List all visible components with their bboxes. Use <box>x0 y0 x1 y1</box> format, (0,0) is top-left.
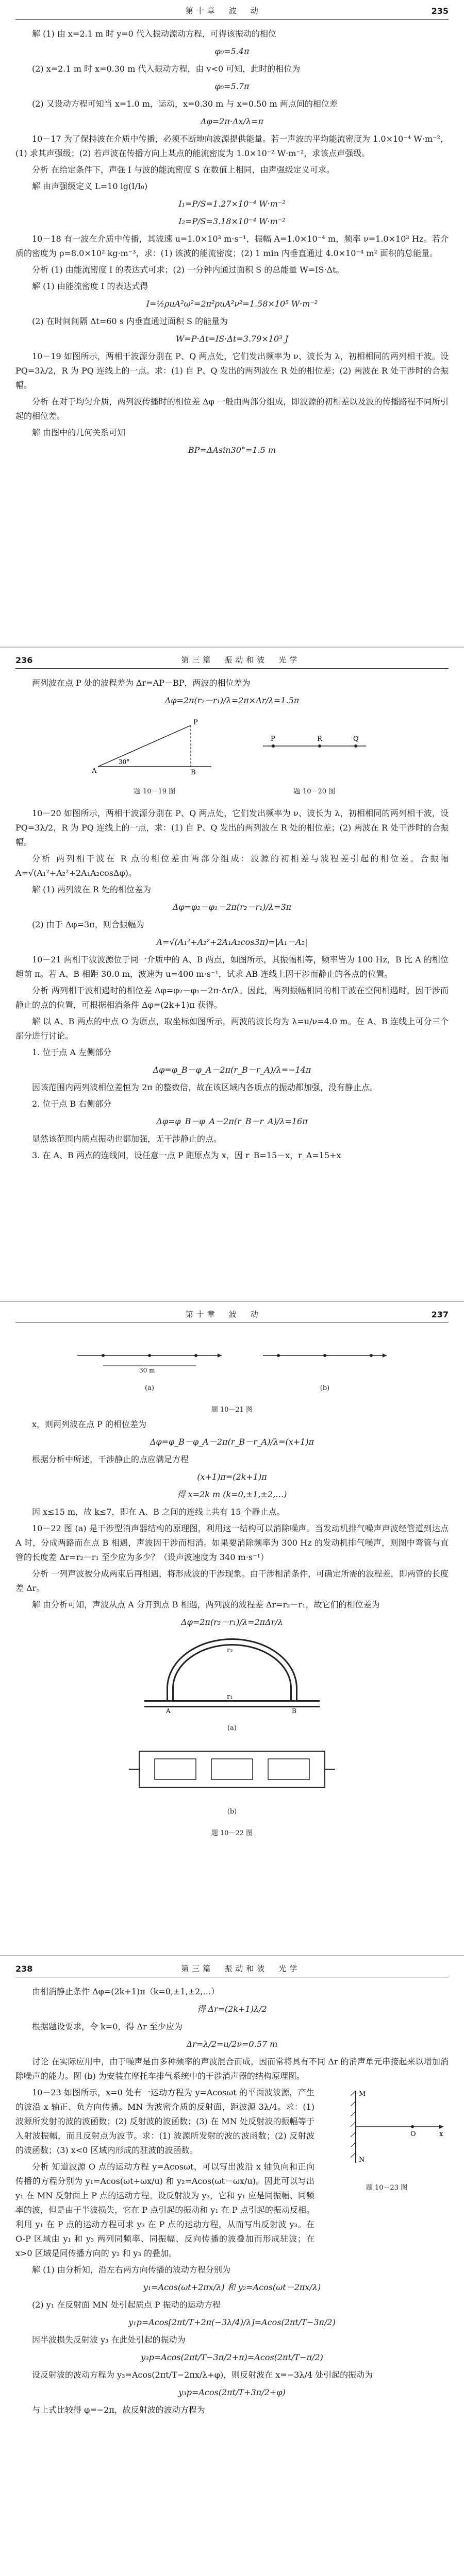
problem-with-figure <box>15 2086 449 2263</box>
figure-caption: 题 10－22 图 <box>211 1829 253 1837</box>
paragraph: 解 由分析可知，声波从点 A 分开到点 B 相遇，两列波的波程差 Δr=r₂－r₁，故它们的相位差为 <box>32 1600 380 1609</box>
equation: Δφ=φ_B－φ_A－2π(r_B－r_A)/λ=−14π <box>153 1065 311 1075</box>
paragraph: 分析 两列相干波在 R 点的相位差由两部分组成：波源的初相差与波程差引起的相位差。合振幅 A=√(A₁²+A₂²+2A₁A₂cosΔφ)。 <box>15 854 449 878</box>
paragraph: 10－22 图 (a) 是干涉型消声器结构的原理图，利用这一结构可以消除噪声。当发动机排气噪声声波经管道到达点 A 时，分成两路而在点 B 相遇，声波因干涉而相消。如果要消除频率为 300 Hz 的发动机排气噪声，则图中弯管与直管的长度差 Δr=r₂－r₁ 至少应为多少？（设声波速度为 340 m·s⁻¹） <box>15 1523 449 1562</box>
equation: 得 x=2k m (k=0,±1,±2,…) <box>177 1489 287 1499</box>
label-o: O <box>410 2130 416 2138</box>
paragraph: 10－18 有一波在介质中传播，其波速 u=1.0×10³ m·s⁻¹，振幅 A=1.0×10⁻⁴ m，频率 ν=1.0×10³ Hz。若介质的密度为 ρ=8.0×10² kg·m⁻³，求：(1) 该波的能流密度；(2) 1 min 内垂直通过 4.0×10⁻⁴ m² 面积的总能量。 <box>15 234 449 258</box>
paragraph: 显然该范围内质点振动也都加强，无干涉静止的点。 <box>32 1134 222 1144</box>
paragraph: 10－20 如图所示，两相干波源分别在 P、Q 两点处，它们发出频率为 ν、波长为 λ，初相相同的两列相干波，设 PQ=3λ/2，R 为 PQ 连线上的一点，求：(1) 自 P、Q 发出的两列波在 R 处的相位差；(2) 两波在 R 处干涉时的合振幅。 <box>15 808 449 847</box>
paragraph: 解 (1) 由 x=2.1 m 时 y=0 代入振动源动方程，可得该振动的相位 <box>32 29 276 39</box>
paragraph: 分析 一列声波被分成两束后再相遇，将形成波的干涉现象。由干涉相消条件，可确定所需的波程差，即两管的长度差 Δr。 <box>15 1569 449 1593</box>
running-head: 第三篇 振动和波 光学 <box>181 1964 301 1973</box>
page-header <box>15 654 449 669</box>
figure-row <box>15 715 449 799</box>
length-label: 30 m <box>139 1367 155 1374</box>
paragraph: 与上式比较得 φ=−2π，故反射波的波动方程为 <box>32 2405 205 2415</box>
page-number: 236 <box>15 655 33 665</box>
page-body <box>15 669 449 1163</box>
page-number: 235 <box>431 6 449 16</box>
equation: I₁=P/S=1.27×10⁻⁴ W·m⁻² <box>178 199 286 209</box>
paragraph: 1. 位于点 A 左侧部分 <box>32 1047 112 1057</box>
label-p: P <box>271 735 275 743</box>
page-number: 238 <box>15 1964 33 1974</box>
equation: y₃p=Acos(2πt/T+3π/2+φ) <box>178 2387 286 2397</box>
page-number: 237 <box>431 1310 449 1319</box>
paragraph: 10－23 如图所示，x=0 处有一运动方程为 y=Acosωt 的平面波波源，产生的波沿 x 轴正、负方向传播。MN 为波密介质的反射面，距波源 3λ/4。求：(1) 波源所发射的波的波函数；(2) 反射波的波函数；(3) 在 MN 处反射波的振幅等于入射波振幅，而且反射点为波节。求：(1) 波源所发射的波的波函数；(2) 反射波的波函数；(3) x<0 区域内形成的驻波的波函数。 <box>15 2088 314 2155</box>
axis-diagram <box>72 1337 227 1374</box>
label-b: B <box>292 1707 296 1714</box>
page-238 <box>15 1963 449 2576</box>
running-head: 第十章 波 动 <box>185 1310 261 1319</box>
label-m: M <box>359 2090 366 2098</box>
label-r1: r₁ <box>227 1693 233 1701</box>
reflection-diagram <box>325 2086 449 2173</box>
page-body <box>15 1977 449 2417</box>
page-separator <box>0 647 464 648</box>
equation: Δφ=2π(r₂－r₁)/λ=2πΔr/λ <box>181 1617 283 1627</box>
paragraph: 解 (1) 由能流密度 I 的表达式得 <box>32 281 148 291</box>
page-header <box>15 1309 449 1323</box>
figure-10-20 <box>253 715 376 799</box>
paragraph: 3. 在 A、B 两点的连线间，设任意一点 P 距原点为 x，因 r_B=15－x，r_A=15+x <box>32 1150 341 1160</box>
page-body <box>15 1323 449 1841</box>
page-237 <box>15 1309 449 1947</box>
paragraph: 因 x≤15 m，故 k≤7，即在 A、B 之间的连线上共有 15 个静止点。 <box>32 1507 285 1517</box>
paragraph: 解 (1) 由分析知，沿左右两方向传播的波动方程分别为 <box>32 2265 230 2275</box>
equation: Δr=λ/2=u/2ν=0.57 m <box>186 2039 278 2049</box>
equation: BP=ΔAsin30°=1.5 m <box>188 445 276 455</box>
equation: (x+1)π=(2k+1)π <box>197 1472 267 1482</box>
paragraph: 分析 (1) 由能流密度 I 的表达式可求；(2) 一分钟内通过面积 S 的总能量 W=IS·Δt。 <box>32 265 344 275</box>
paragraph: 设反射波的波动方程为 y₃=Acos(2πt/T−2πx/λ+φ)，则反射波在 x=−3λ/4 处引起的振动为 <box>32 2370 373 2380</box>
label-q: Q <box>353 735 359 743</box>
paragraph: 10－17 为了保持波在介质中传播，必须不断地向波源提供能量。若一声波的平均能流密度为 1.0×10⁻⁴ W·m⁻²，(1) 求其声强级；(2) 若声波在传播方向上某点的能流密度为 1.0×10⁻² W·m⁻²，求该点声强级。 <box>15 134 449 158</box>
page-235 <box>15 5 449 639</box>
running-head: 第十章 波 动 <box>185 6 261 15</box>
line-diagram <box>253 715 376 777</box>
figure-10-19 <box>88 715 222 799</box>
equation: Δφ=φ_B－φ_A－2π(r_B－r_A)/λ=(x+1)π <box>150 1437 314 1447</box>
equation: I=½ρuA²ω²=2π²ρuA²ν²=1.58×10⁵ W·m⁻² <box>146 299 318 309</box>
equation: Δφ=2π·Δx/λ=π <box>201 116 263 126</box>
label-x: x <box>439 2130 443 2138</box>
sub-caption: (a) <box>145 1384 154 1392</box>
equation: I₂=P/S=3.18×10⁻⁴ W·m⁻² <box>178 216 286 226</box>
figure-caption: 题 10－19 图 <box>134 788 176 795</box>
paragraph: 因该范围内两列波相位差恒为 2π 的整数倍，故在该区域内各质点的振动都加强，没有静止点。 <box>32 1082 378 1092</box>
label-b: B <box>191 769 196 776</box>
paragraph: 解 (1) 两列波在 R 处的相位差为 <box>32 885 152 894</box>
page-separator <box>0 1955 464 1956</box>
paragraph: (2) 由于 Δφ=3π，则合振幅为 <box>32 920 144 929</box>
label-a: A <box>92 767 97 775</box>
figure-caption: 题 10－23 图 <box>366 2184 408 2192</box>
equation: Δφ=φ_B－φ_A－2π(r_B－r_A)/λ=16π <box>156 1116 308 1126</box>
paragraph: x，则两列波在点 P 的相位差为 <box>32 1419 146 1429</box>
figure-10-22 <box>15 1637 449 1841</box>
paragraph: 由相消静止条件 Δφ=(2k+1)π（k=0,±1,±2,…） <box>32 1987 220 1996</box>
figure-10-23 <box>325 2086 449 2195</box>
paragraph: 解 由图中的几何关系可知 <box>32 428 126 437</box>
paragraph: 分析 知道波源 O 点的运动方程 y=Acosωt，可以写出波沿 x 轴负向和正向传播的方程分别为 y₁=Acos(ωt+ωx/u) 和 y₂=Acos(ωt－ωx/u)。因此可以写出 y₁ 在 MN 反射面上 P 点的运动方程。设反射波为 y₃，它和 y₁ 应是同振幅、同频率的波，但是由于半波损失，它在 P 点引起的振动和 y₁ 在 P 点引起的振动反相。利用 y₁ 在 P 点的运动方程可求 y₃ 在 P 点的运动方程，从而写出反射波 y₃。在 O-P 区域由 y₁ 和 y₃ 两列同频率、同振幅、反向传播的波叠加而形成驻波；在 x>0 区域是同传播方向的 y₂ 和 y₃ 的叠加。 <box>15 2162 314 2258</box>
paragraph: 解 由声强级定义 L=10 lg(I/I₀) <box>32 181 147 191</box>
muffler-diagram-a <box>139 1637 325 1714</box>
paragraph: 解 以 A、B 两点的中点 O 为原点，取坐标如图所示，两波的波长均为 λ=u/ν=4.0 m。在 A、B 连线上可分三个部分进行讨论。 <box>15 1016 449 1041</box>
paragraph: 分析 两列相干波相遇时的相位差 Δφ=φ₂－φ₁－2π·Δr/λ。因此，两列振幅相同的相干波在空间相遇时，因干涉而静止的点的位置，可根据相消条件 Δφ=(2k+1)π 获得。 <box>15 986 449 1010</box>
label-p: P <box>193 719 198 726</box>
equation: y₃p=Acos(2πt/T−3π/2+π)=Acos(2πt/T−π/2) <box>141 2352 323 2362</box>
equation: A=√(A₁²+A₂²+2A₁A₂cos3π)=|A₁－A₂| <box>156 937 308 947</box>
sub-caption: (b) <box>320 1384 330 1392</box>
page-236 <box>15 654 449 1293</box>
page-body <box>15 20 449 457</box>
label-r2: r₂ <box>227 1647 233 1654</box>
paragraph: (2) x=2.1 m 时 x=0.30 m 代入振动方程，由 v<0 可知，此时的相位为 <box>32 64 301 74</box>
figure-10-21-a <box>72 1337 227 1396</box>
triangle-diagram <box>88 715 222 777</box>
paragraph: (2) 又设动方程可知当 x=1.0 m，运动，x=0.30 m 与 x=0.50 m 两点间的相位差 <box>32 99 338 109</box>
equation: W=P·Δt=IS·Δt=3.79×10³ J <box>175 334 289 344</box>
sub-caption: (a) <box>227 1724 237 1732</box>
paragraph: 2. 位于点 B 右侧部分 <box>32 1099 112 1109</box>
equation: φ₀=5.4π <box>214 46 250 56</box>
sub-caption: (b) <box>227 1808 237 1816</box>
paragraph: (2) 在时间间隔 Δt=60 s 内垂直通过面积 S 的能量为 <box>32 316 228 326</box>
label-n: N <box>359 2156 365 2164</box>
equation: y₁p=Acos[2πt/T+2π(−3λ/4)/λ]=Acos(2πt/T−3π/2) <box>128 2317 336 2327</box>
equation: 得 Δr=(2k+1)λ/2 <box>197 2004 267 2014</box>
paragraph: 根据分析中所述，干涉静止的点应满足方程 <box>32 1454 189 1464</box>
label-angle: 30° <box>119 758 130 766</box>
running-head: 第三篇 振动和波 光学 <box>181 655 301 665</box>
figure-caption: 题 10－21 图 <box>211 1406 253 1414</box>
muffler-diagram-b <box>129 1741 335 1798</box>
paragraph: 分析 在对于均匀介质，两列波传播时的相位差 Δφ 一般由两部分组成，即波源的初相差以及波的传播路程不同所引起的相位差。 <box>15 397 449 421</box>
figure-caption: 题 10－20 图 <box>293 788 336 795</box>
figure-10-21 <box>15 1337 449 1396</box>
paragraph: 因半波损失反射波 y₃ 在此处引起的振动为 <box>32 2335 186 2345</box>
equation: φ₀=5.7π <box>214 81 250 91</box>
page-header <box>15 5 449 20</box>
problem-text <box>15 2086 314 2263</box>
paragraph: 根据题设要求，令 k=0，得 Δr 至少应为 <box>32 2022 183 2031</box>
figure-10-21-b <box>258 1337 392 1396</box>
paragraph: 分析 在给定条件下，声强 I 与波的能流密度 S 在数值上相同，由声强级定义可求。 <box>32 165 335 175</box>
equation: y₁=Acos(ωt+2πx/λ) 和 y₂=Acos(ωt－2πx/λ) <box>143 2282 321 2292</box>
label-r: R <box>317 735 322 743</box>
label-a: A <box>166 1707 171 1714</box>
equation: Δφ=φ₂－φ₁－2π(r₂－r₁)/λ=3π <box>172 902 292 912</box>
axis-diagram <box>258 1337 392 1374</box>
paragraph: 两列波在点 P 处的波程差为 Δr=AP－BP，两波的相位差为 <box>32 678 251 688</box>
paragraph: 10－19 如图所示，两相干波源分别在 P、Q 两点处，它们发出频率为 ν、波长为 λ，初相相同的两列相干波。设 PQ=3λ/2，R 为 PQ 连线上的一点。求：(1) 自 P、Q 发出的两列波在 R 处的相位差；(2) 两波在 R 处干涉时的合振幅。 <box>15 351 449 390</box>
equation: Δφ=2π(r₂－r₁)/λ=2π×Δr/λ=1.5π <box>164 696 300 705</box>
paragraph: 讨论 在实际应用中，由于噪声是由多种频率的声波混合而成，因而常将具有不同 Δr 的消声单元串接起来以增加消除噪声的能力。图 (b) 为安装在摩托车排气系统中的干涉消声器的结构原理图。 <box>15 2057 449 2081</box>
paragraph: 10－21 两相干波波源位于同一介质中的 A、B 两点，如图所示，其振幅相等，频率皆为 100 Hz，B 比 A 的相位超前 π。若 A、B 相距 30.0 m，波速为 u=400 m·s⁻¹，试求 AB 连线上因干涉而静止的各点的位置。 <box>15 955 449 979</box>
page-header <box>15 1963 449 1977</box>
paragraph: (2) y₁ 在反射面 MN 处引起质点 P 振动的运动方程 <box>32 2300 221 2310</box>
page-separator <box>0 1301 464 1302</box>
